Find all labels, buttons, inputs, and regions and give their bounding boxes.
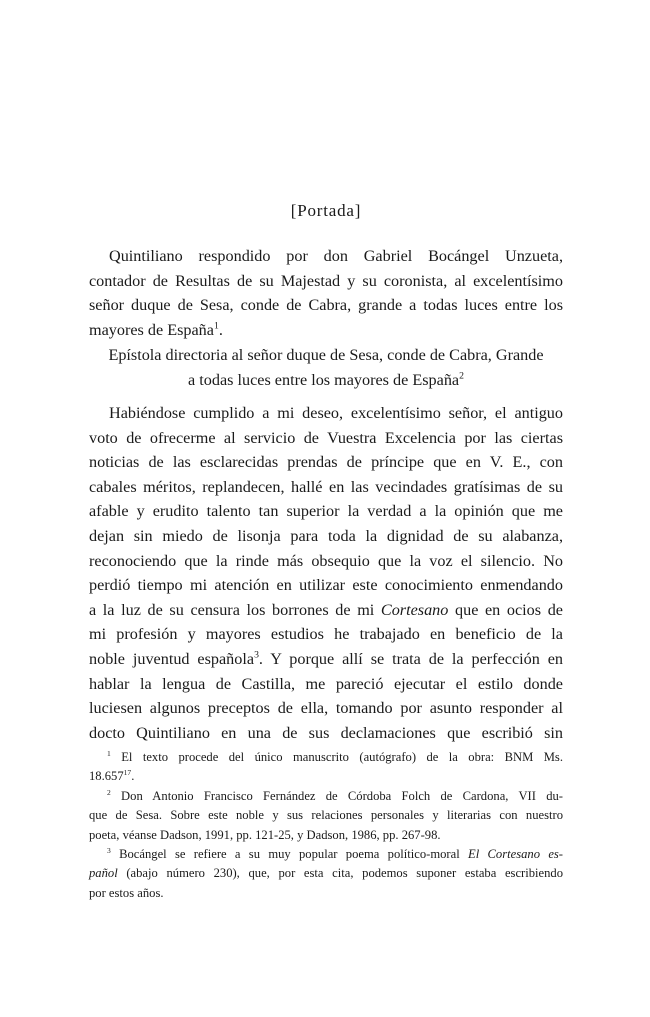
body-line-3: noticias de las esclarecidas prendas de príncipe que en V. E., con [89, 453, 563, 472]
italic-title-cortesano: Cortesano [380, 600, 449, 619]
epistola-title [89, 343, 563, 392]
footnote-ref-2[interactable]: 2 [459, 370, 464, 382]
body-line-4: cabales méritos, replandecen, hallé en las vecindades gratísimas de su [89, 477, 563, 496]
footnote-2-line-3: poeta, véanse Dadson, 1991, pp. 121-25, y Dadson, 1986, pp. 267-98. [89, 827, 441, 842]
intro-line-2: contador de Resultas de su Majestad y su coronista, al excelentísimo [89, 271, 563, 290]
body-line-14: docto Quintiliano en una de sus declamaciones que escribió sin [89, 723, 563, 742]
body-line-12: hablar la lengua de Castilla, me pareció ejecutar el estilo donde [89, 674, 563, 693]
footnote-2-text: Don Antonio Francisco Fernández de Córdoba Folch de Cardona, VII du- [121, 788, 563, 803]
epistola-line-2 [89, 368, 563, 393]
body-line-1: Habiéndose cumplido a mi deseo, excelentísimo señor, el antiguo [109, 404, 563, 422]
footnote-1-end: . [131, 769, 135, 784]
section-heading: [Portada] [290, 201, 362, 220]
intro-line-1: Quintiliano respondido por don Gabriel Bocángel Unzueta, [109, 247, 563, 265]
footnote-ref-1[interactable]: 1 [213, 320, 219, 332]
footnote-3-italic-title: El Cortesano es- [468, 847, 564, 862]
footnote-1-text: El texto procede del único manuscrito (autógrafo) de la obra: BNM Ms. [121, 750, 563, 764]
footnote-1-line-1 [89, 748, 563, 767]
epistola-line-1: Epístola directoria al señor duque de Sesa, conde de Cabra, Grande [108, 346, 544, 364]
footnote-1-sup: 17 [123, 768, 132, 778]
intro-last-text: mayores de España [89, 320, 214, 339]
body-paragraph [89, 401, 563, 745]
footnote-1-cont: 18.657 [89, 769, 124, 784]
body-line-13: luciesen algunos preceptos de ella, tomando por asunto responder al [89, 699, 563, 718]
footnote-1-line-2 [89, 767, 563, 786]
body-line-2: voto de ofrecerme al servicio de Vuestra Excelencia por las ciertas [89, 428, 563, 447]
body-line-10: mi profesión y mayores estudios he trabajado en beneficio de la [89, 625, 563, 644]
footnote-3-post: (abajo número 230), que, por esta cita, podemos suponer estaba escribiendo [117, 866, 563, 881]
footnote-3-italic-title-end: pañol [89, 866, 118, 881]
body-line-8: perdió tiempo mi atención en utilizar este conocimiento enmendando [89, 576, 563, 595]
footnote-3-pre: Bocángel se refiere a su muy popular poema político-moral [119, 847, 469, 862]
body-line-9-post: que en ocios de [448, 600, 563, 619]
body-line-11-pre: noble juventud española [89, 649, 255, 668]
intro-line-4 [89, 318, 563, 343]
footnote-3-marker: 3 [107, 845, 111, 855]
footnote-1-marker: 1 [107, 748, 111, 758]
footnote-3-line-2 [89, 864, 563, 883]
intro-end: . [218, 320, 223, 339]
footnote-2-line-1 [89, 787, 563, 806]
body-line-9 [89, 598, 563, 623]
intro-line-3: señor duque de Sesa, conde de Cabra, grande a todas luces entre los [89, 296, 563, 315]
body-line-5: afable y erudito talento tan superior la verdad a la opinión que me [89, 502, 563, 521]
footnote-2-line-2: que de Sesa. Sobre este noble y sus relaciones personales y literarias con nuestro [89, 808, 563, 823]
intro-paragraph [89, 244, 563, 342]
footnote-ref-3[interactable]: 3 [254, 649, 259, 661]
body-line-7: reconociendo que la rinde más obsequio que la voz el silencio. No [89, 551, 563, 570]
body-line-9-pre: a la luz de su censura los borrones de mi [89, 600, 381, 619]
body-line-6: dejan sin miedo de lisonja para toda la dignidad de su alabanza, [89, 526, 563, 545]
footnote-2-marker: 2 [107, 787, 111, 797]
epistola-line-2-text: a todas luces entre los mayores de España [188, 370, 460, 389]
body-line-11-post: . Y porque allí se trata de la perfección en [258, 649, 563, 668]
body-line-11 [89, 647, 563, 672]
footnote-3-line-1 [89, 845, 563, 864]
footnotes [89, 748, 563, 903]
footnote-3-line-3: por estos años. [89, 885, 164, 900]
